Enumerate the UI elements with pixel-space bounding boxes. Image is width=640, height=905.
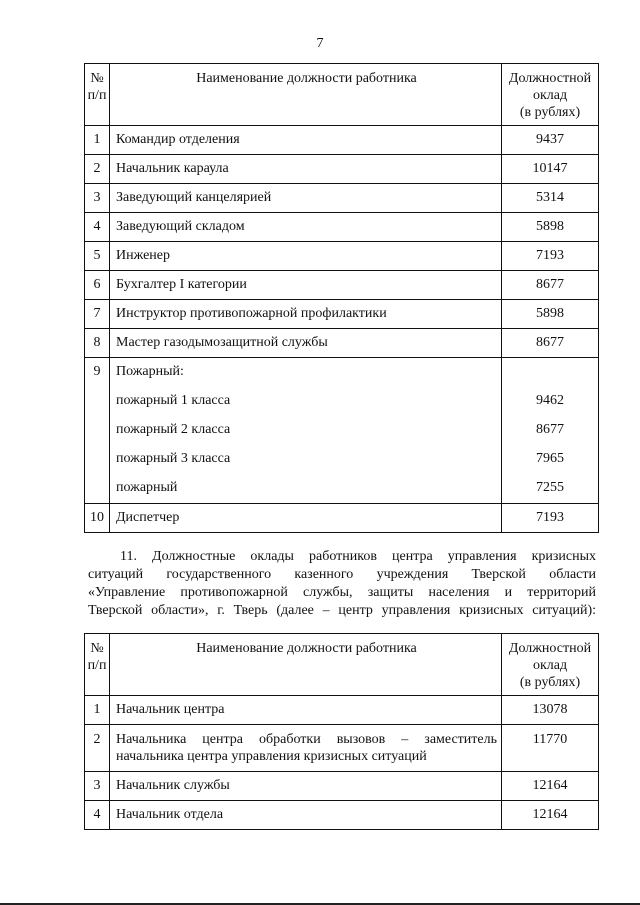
row-position-line: начальника центра управления кризисных ситуаций [116,749,427,764]
table-row [85,801,599,830]
row-num: 1 [85,696,110,725]
row-position: Бухгалтер I категории [110,271,502,300]
row-salary: 7193 [502,504,599,533]
row-salary: 11770 [502,725,599,772]
row-salary: 8677 [502,271,599,300]
table-row [85,184,599,213]
row-position: Начальник отдела [110,801,502,830]
group-item-name: пожарный 1 класса [116,393,231,408]
table-row [85,772,599,801]
header-num: № п/п [85,64,110,126]
group-item-salary-empty [502,358,598,387]
row-salary: 8677 [502,329,599,358]
header-position-name: Наименование должности работника [110,64,502,126]
row-num: 2 [85,155,110,184]
group-salaries [502,358,599,504]
header-salary: Должностной оклад (в рублях) [502,634,599,696]
row-num: 4 [85,213,110,242]
header-num: № п/п [85,634,110,696]
row-position: Диспетчер [110,504,502,533]
row-position: Инструктор противопожарной профилактики [110,300,502,329]
row-num: 6 [85,271,110,300]
row-num: 3 [85,772,110,801]
header-salary: Должностной оклад (в рублях) [502,64,599,126]
table-row [85,725,599,772]
page-number: 7 [316,36,324,51]
row-salary: 7193 [502,242,599,271]
group-title: Пожарный: [116,364,184,379]
group-num: 9 [93,364,101,379]
group-item-salary: 7965 [536,451,564,466]
row-num: 4 [85,801,110,830]
group-item-salary: 8677 [536,422,564,437]
row-num [85,358,110,504]
table-row [85,271,599,300]
table-header-row [85,634,599,696]
row-position [110,725,502,772]
row-salary: 12164 [502,772,599,801]
table-header-row [85,64,599,126]
row-salary: 12164 [502,801,599,830]
table-row-group-firefighter [85,358,599,504]
group-item-salary: 7255 [536,480,564,495]
row-position: Мастер газодымозащитной службы [110,329,502,358]
row-position: Начальник службы [110,772,502,801]
table-row [85,155,599,184]
row-salary: 5898 [502,213,599,242]
row-num: 7 [85,300,110,329]
paragraph-line: ситуаций государственного казенного учреждения Тверской области [88,567,596,582]
row-num: 2 [85,725,110,772]
row-salary: 9437 [502,126,599,155]
row-position: Начальник караула [110,155,502,184]
row-position: Командир отделения [110,126,502,155]
row-num: 10 [85,504,110,533]
row-position-line: Начальника центра обработки вызовов – заместитель [116,732,497,747]
table-row [85,329,599,358]
row-salary: 5314 [502,184,599,213]
header-position-name: Наименование должности работника [110,634,502,696]
row-position: Начальник центра [110,696,502,725]
table-row [85,504,599,533]
row-num: 5 [85,242,110,271]
group-item-name: пожарный 3 класса [116,451,231,466]
group-item-name: пожарный [116,480,178,495]
row-position: Заведующий канцелярией [110,184,502,213]
row-salary: 5898 [502,300,599,329]
section-11-paragraph [88,548,596,620]
table-row [85,213,599,242]
paragraph-line: 11. Должностные оклады работников центра управления кризисных [120,549,596,564]
table-row [85,242,599,271]
salary-table-fire-service [84,63,599,533]
paragraph-line: «Управление противопожарной службы, защиты населения и территорий [88,585,596,600]
row-num: 1 [85,126,110,155]
row-salary: 10147 [502,155,599,184]
row-salary: 13078 [502,696,599,725]
row-num: 8 [85,329,110,358]
salary-table-crisis-center [84,633,599,830]
table-row [85,696,599,725]
table-row [85,300,599,329]
table-row [85,126,599,155]
row-position: Заведующий складом [110,213,502,242]
row-num: 3 [85,184,110,213]
group-item-salary: 9462 [536,393,564,408]
group-positions [110,358,502,504]
paragraph-line: Тверской области», г. Тверь (далее – центр управления кризисных ситуаций): [88,603,596,618]
group-item-name: пожарный 2 класса [116,422,231,437]
row-position: Инженер [110,242,502,271]
